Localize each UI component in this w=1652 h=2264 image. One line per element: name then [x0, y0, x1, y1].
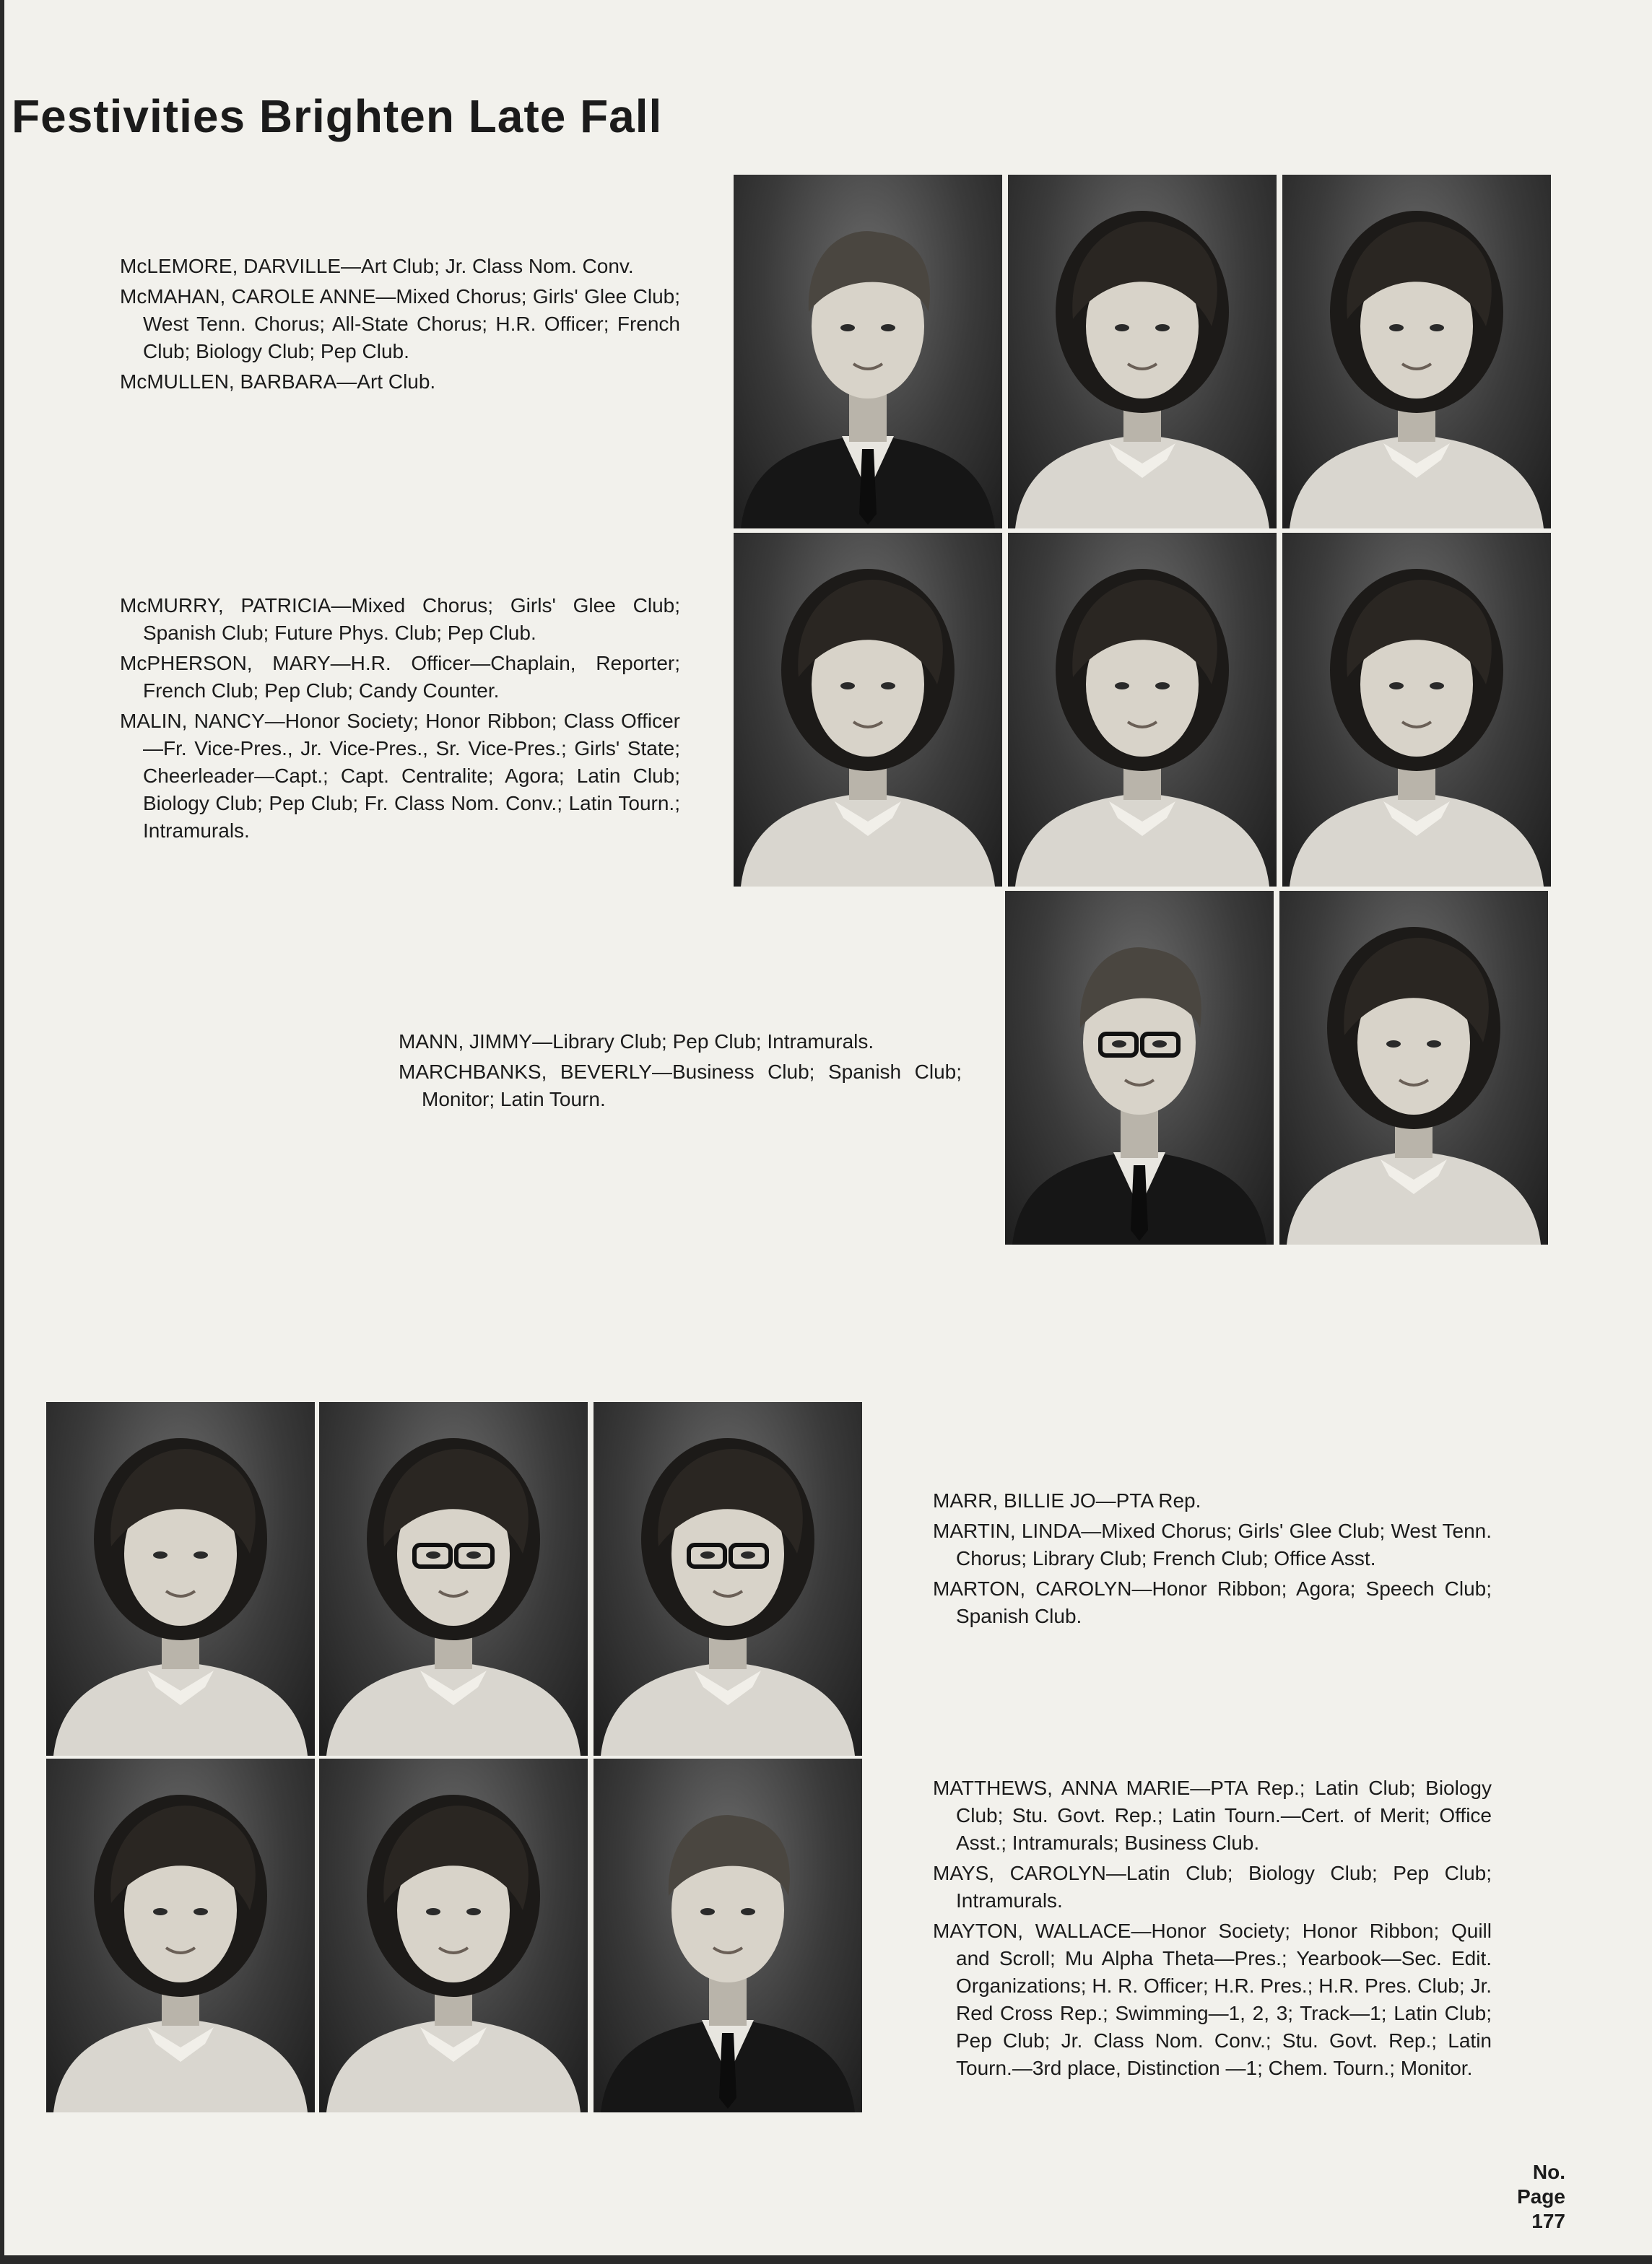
scan-edge-left	[0, 0, 4, 2264]
portrait-silhouette	[1282, 175, 1551, 528]
portrait-photo	[734, 175, 1002, 528]
portrait-photo	[1008, 175, 1277, 528]
portrait-photo	[594, 1759, 862, 2112]
student-entry: MANN, JIMMY—Library Club; Pep Club; Intramurals.	[399, 1030, 874, 1053]
portrait-photo	[734, 533, 1002, 887]
entries-block-4	[933, 1487, 1492, 1633]
portrait-photo	[594, 1402, 862, 1756]
scan-edge-bottom	[0, 2255, 1652, 2264]
portrait-silhouette	[1005, 891, 1274, 1245]
portrait-photo	[1282, 175, 1551, 528]
entries-block-1	[120, 253, 680, 399]
portrait-silhouette	[1008, 533, 1277, 887]
student-entry: McMURRY, PATRICIA—Mixed Chorus; Girls' Glee Club; Spanish Club; Future Phys. Club; Pep Club.	[120, 594, 680, 644]
student-entry: MALIN, NANCY—Honor Society; Honor Ribbon; Class Officer—Fr. Vice-Pres., Jr. Vice-Pres., Sr. Vice-Pres.; Girls' State; Cheerleader—Capt.; Capt. Centralite; Agora; Latin Club; Biology Club; Pep Club; Fr. Class Nom. Conv.; Latin Tourn.; Intramurals.	[120, 710, 680, 842]
student-entry: MAYTON, WALLACE—Honor Society; Honor Ribbon; Quill and Scroll; Mu Alpha Theta—Pres.; Yearbook—Sec. Edit. Organizations; H. R. Officer; H.R. Pres.; H.R. Pres. Club; Jr. Red Cross Rep.; Swimming—1, 2, 3; Track—1; Latin Club; Pep Club; Jr. Class Nom. Conv.; Stu. Govt. Rep.; Latin Tourn.—3rd place, Distinction —1; Chem. Tourn.; Monitor.	[933, 1920, 1492, 2079]
portrait-silhouette	[319, 1759, 588, 2112]
portrait-silhouette	[46, 1759, 315, 2112]
page-title: Festivities Brighten Late Fall	[12, 90, 663, 142]
page-number-line: Page	[1517, 2185, 1565, 2208]
portrait-silhouette	[46, 1402, 315, 1756]
student-entry: MARTIN, LINDA—Mixed Chorus; Girls' Glee Club; West Tenn. Chorus; Library Club; French Club; Office Asst.	[933, 1520, 1492, 1569]
portrait-photo	[46, 1402, 315, 1756]
student-entry: MARR, BILLIE JO—PTA Rep.	[933, 1489, 1201, 1512]
page-number-line: No.	[1532, 2161, 1565, 2183]
portrait-photo	[319, 1759, 588, 2112]
portrait-silhouette	[1008, 175, 1277, 528]
page-number-line: 177	[1531, 2210, 1565, 2232]
portrait-silhouette	[1282, 533, 1551, 887]
student-entry: McMULLEN, BARBARA—Art Club.	[120, 370, 436, 393]
portrait-silhouette	[594, 1759, 862, 2112]
portrait-photo	[1005, 891, 1274, 1245]
portrait-photo	[1279, 891, 1548, 1245]
student-entry: McPHERSON, MARY—H.R. Officer—Chaplain, Reporter; French Club; Pep Club; Candy Counter.	[120, 652, 680, 702]
portrait-silhouette	[734, 175, 1002, 528]
portrait-photo	[319, 1402, 588, 1756]
entries-block-3	[399, 1028, 962, 1116]
entries-block-5	[933, 1775, 1492, 2085]
student-entry: MARCHBANKS, BEVERLY—Business Club; Spanish Club; Monitor; Latin Tourn.	[399, 1061, 962, 1110]
portrait-silhouette	[594, 1402, 862, 1756]
portrait-photo	[46, 1759, 315, 2112]
student-entry: MARTON, CAROLYN—Honor Ribbon; Agora; Speech Club; Spanish Club.	[933, 1577, 1492, 1627]
student-entry: McMAHAN, CAROLE ANNE—Mixed Chorus; Girls' Glee Club; West Tenn. Chorus; All-State Chorus; H.R. Officer; French Club; Biology Club; Pep Club.	[120, 285, 680, 362]
student-entry: MATTHEWS, ANNA MARIE—PTA Rep.; Latin Club; Biology Club; Stu. Govt. Rep.; Latin Tourn.—Cert. of Merit; Office Asst.; Intramurals; Business Club.	[933, 1777, 1492, 1854]
portrait-silhouette	[319, 1402, 588, 1756]
portrait-silhouette	[734, 533, 1002, 887]
portrait-photo	[1008, 533, 1277, 887]
student-entry: McLEMORE, DARVILLE—Art Club; Jr. Class Nom. Conv.	[120, 255, 634, 277]
portrait-photo	[1282, 533, 1551, 887]
page-number	[1502, 2160, 1565, 2234]
entries-block-2	[120, 592, 680, 848]
portrait-silhouette	[1279, 891, 1548, 1245]
student-entry: MAYS, CAROLYN—Latin Club; Biology Club; Pep Club; Intramurals.	[933, 1862, 1492, 1912]
